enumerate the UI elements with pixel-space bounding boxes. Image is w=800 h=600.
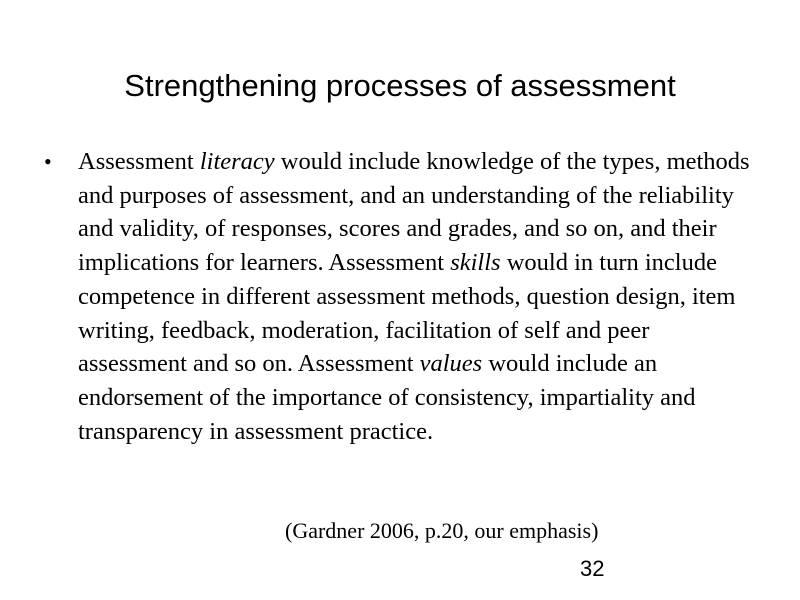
quote-paragraph (78, 145, 764, 448)
text-run: would in turn include competence in different assessment methods, question design, item writing, feedback, moderation, facilitation of self and peer assessment and so on. Assessment (78, 249, 736, 378)
bullet-item (44, 145, 764, 448)
text-run: would include an endorsement of the importance of consistency, impartiality and transparency in assessment practice. (78, 350, 696, 445)
emphasis-values: values (419, 350, 483, 378)
slide-number: 32 (580, 556, 605, 581)
citation: (Gardner 2006, p.20, our emphasis) (285, 518, 599, 543)
emphasis-skills: skills (450, 249, 501, 277)
text-run: would include knowledge of the types, methods and purposes of assessment, and an understanding of the reliability and validity, of responses, scores and grades, and so on, and their implications for learners. Assessment (78, 148, 750, 277)
bullet-icon: • (44, 149, 52, 174)
slide-title: Strengthening processes of assessment (124, 68, 676, 103)
emphasis-literacy: literacy (199, 148, 275, 175)
text-run: Assessment (78, 148, 200, 175)
